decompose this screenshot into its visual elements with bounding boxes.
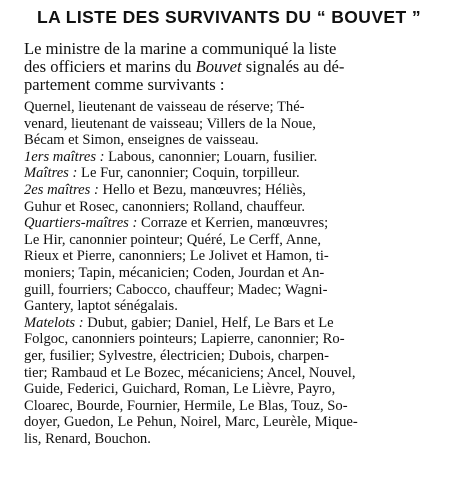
intro-line: Le ministre de la marine a communiqué la liste <box>24 39 337 58</box>
text-line: Folgoc, canonniers pointeurs; Lapierre, canonnier; Ro- <box>24 331 345 348</box>
rank-paragraph <box>6 215 452 315</box>
text-line: Guhur et Rosec, canonniers; Rolland, chauffeur. <box>24 198 305 215</box>
text-line: Gantery, laptot sénégalais. <box>24 298 178 315</box>
intro-line: des officiers et marins du Bouvet signalés au dé- <box>24 57 345 76</box>
rank-label: Matelots : <box>24 314 84 331</box>
text-line: doyer, Guedon, Le Pehun, Noirel, Marc, Leurèle, Mique- <box>24 414 358 431</box>
text-line: ger, fusilier; Sylvestre, électricien; Dubois, charpen- <box>24 347 329 364</box>
rank-label: 2es maîtres : <box>24 181 99 198</box>
ship-name: Bouvet <box>195 57 242 76</box>
rank-paragraph <box>6 182 452 215</box>
survivor-list <box>6 99 452 447</box>
text-line: Quernel, lieutenant de vaisseau de réserve; Thé- <box>24 99 305 115</box>
intro-line: partement comme survivants : <box>24 75 225 94</box>
text-line: tier; Rambaud et Le Bozec, mécaniciens; Ancel, Nouvel, <box>24 364 356 381</box>
rank-label: Quartiers-maîtres : <box>24 215 138 232</box>
text-line: 1ers maîtres : Labous, canonnier; Louarn, fusilier. <box>24 148 318 165</box>
article-headline: LA LISTE DES SURVIVANTS DU “ BOUVET ” <box>37 7 421 27</box>
text-line: Matelots : Dubut, gabier; Daniel, Helf, Le Bars et Le <box>24 314 334 331</box>
text-line: moniers; Tapin, mécanicien; Coden, Jourdan et An- <box>24 264 325 281</box>
rank-label: Maîtres : <box>24 165 78 182</box>
rank-label: 1ers maîtres : <box>24 148 105 165</box>
text-line: Rieux et Pierre, canonniers; Le Jolivet et Hamon, ti- <box>24 248 329 265</box>
rank-paragraph <box>6 315 452 448</box>
text-line: Maîtres : Le Fur, canonnier; Coquin, torpilleur. <box>24 165 300 182</box>
text-line: venard, lieutenant de vaisseau; Villers de la Noue, <box>24 115 316 132</box>
rank-paragraph <box>6 99 452 149</box>
text-line: Guide, Federici, Guichard, Roman, Le Lièvre, Payro, <box>24 381 336 398</box>
intro-paragraph <box>6 40 452 94</box>
article-body <box>6 40 452 447</box>
text-line: Cloarec, Bourde, Fournier, Hermile, Le Blas, Touz, So- <box>24 397 348 414</box>
text-line: lis, Renard, Bouchon. <box>24 430 151 447</box>
text-line: guill, fourriers; Cabocco, chauffeur; Madec; Wagni- <box>24 281 328 298</box>
text-line: Bécam et Simon, enseignes de vaisseau. <box>24 132 259 149</box>
text-line: 2es maîtres : Hello et Bezu, manœuvres; Héliès, <box>24 181 306 198</box>
rank-paragraph <box>6 165 452 182</box>
text-line: Le Hir, canonnier pointeur; Quéré, Le Cerff, Anne, <box>24 231 321 248</box>
text-line: Quartiers-maîtres : Corraze et Kerrien, manœuvres; <box>24 215 329 232</box>
rank-paragraph <box>6 149 452 166</box>
